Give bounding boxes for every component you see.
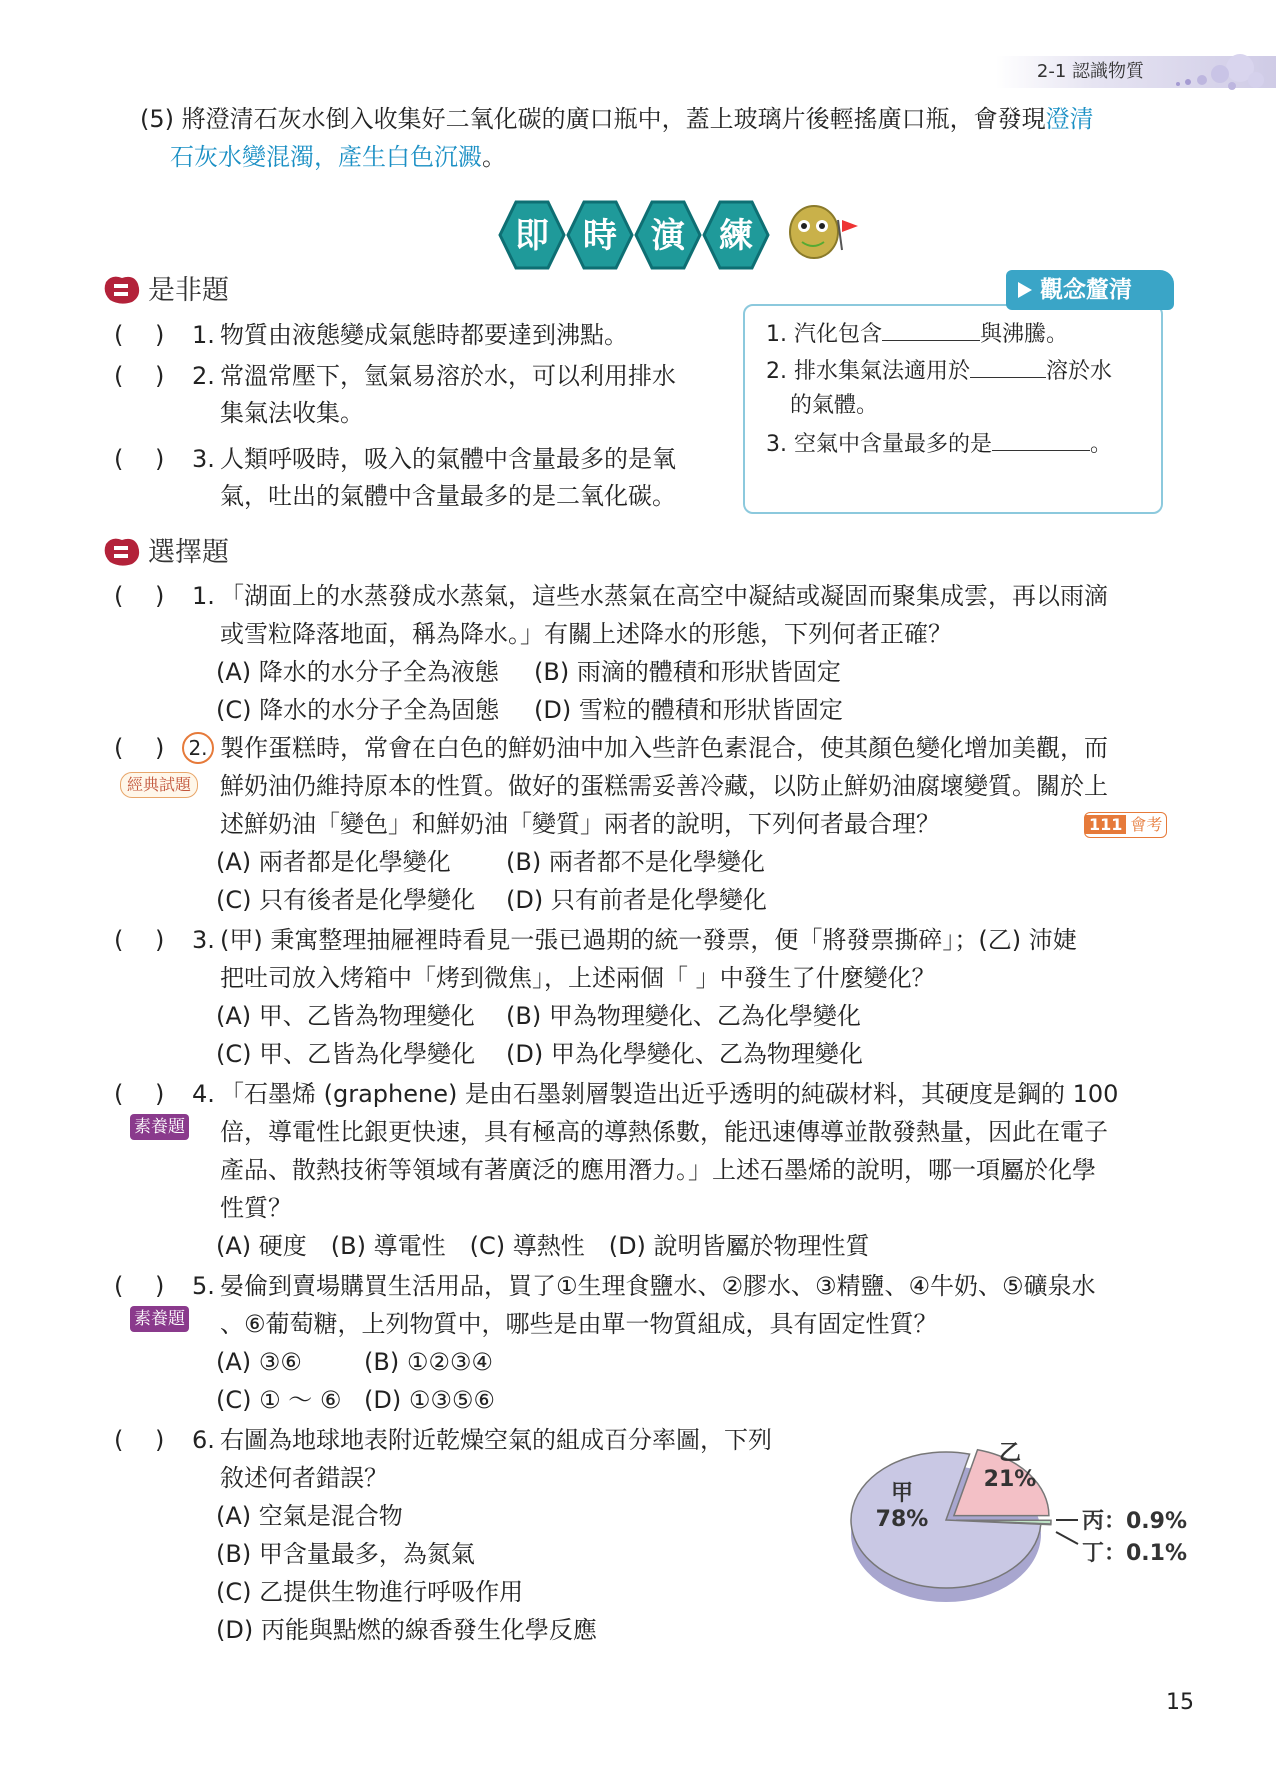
q6-option-d[interactable]: (D) 丙能與點燃的線香發生化學反應 bbox=[216, 1616, 597, 1644]
q6-line-1: 右圖為地球地表附近乾燥空氣的組成百分率圖，下列 bbox=[220, 1426, 772, 1454]
answer-blank[interactable]: ( ) bbox=[114, 362, 165, 390]
tf-item-1-num: 1. bbox=[192, 321, 215, 349]
q1-option-a[interactable]: (A) 降水的水分子全為液態 bbox=[216, 658, 499, 686]
answer-blank[interactable]: ( ) bbox=[114, 926, 165, 954]
q1-line-2: 或雪粒降落地面，稱為降水。」有關上述降水的形態，下列何者正確？ bbox=[220, 620, 952, 648]
decorative-dots bbox=[1144, 46, 1264, 94]
q6-option-b[interactable]: (B) 甲含量最多，為氮氣 bbox=[216, 1540, 475, 1568]
banner-char-2: 時 bbox=[583, 216, 617, 256]
tf-item-3-num: 3. bbox=[192, 445, 215, 473]
q2-option-b[interactable]: (B) 兩者都不是化學變化 bbox=[506, 848, 765, 876]
q5-option-c[interactable]: (C) ① ～ ⑥ bbox=[216, 1386, 342, 1414]
concept-line-3: 3. 空氣中含量最多的是 。 bbox=[766, 426, 1112, 463]
q1-option-c[interactable]: (C) 降水的水分子全為固態 bbox=[216, 696, 500, 724]
q2-option-a[interactable]: (A) 兩者都是化學變化 bbox=[216, 848, 451, 876]
chapter-label: 2-1 認識物質 bbox=[1036, 61, 1144, 82]
q4-line-4: 性質？ bbox=[220, 1194, 292, 1222]
q1-num: 1. bbox=[192, 582, 215, 610]
concept-line-2b: 的氣體。 bbox=[790, 393, 879, 418]
play-arrow-icon bbox=[1018, 282, 1032, 298]
q5-option-d[interactable]: (D) ①③⑤⑥ bbox=[364, 1386, 495, 1414]
q6-option-a[interactable]: (A) 空氣是混合物 bbox=[216, 1502, 403, 1530]
intro-line-2: 石灰水變混濁，產生白色沉澱。 bbox=[170, 143, 506, 171]
q2-line-3: 述鮮奶油「變色」和鮮奶油「變質」兩者的說明，下列何者最合理？ bbox=[220, 810, 940, 838]
callout-line-ding bbox=[1056, 1532, 1078, 1544]
banner-char-1: 即 bbox=[515, 216, 549, 256]
q2-option-d[interactable]: (D) 只有前者是化學變化 bbox=[506, 886, 767, 914]
air-composition-pie-chart bbox=[846, 1420, 1188, 1620]
q3-option-c[interactable]: (C) 甲、乙皆為化學變化 bbox=[216, 1040, 476, 1068]
q4-options[interactable]: (A) 硬度 (B) 導電性 (C) 導熱性 (D) 說明皆屬於物理性質 bbox=[216, 1232, 870, 1260]
q6-line-2: 敘述何者錯誤？ bbox=[220, 1464, 388, 1492]
classic-question-tag: 經典試題 bbox=[120, 772, 198, 798]
section-badge-icon bbox=[102, 534, 142, 568]
q1-option-d[interactable]: (D) 雪粒的體積和形狀皆固定 bbox=[534, 696, 843, 724]
callout-ding: 丁：0.1% bbox=[1082, 1541, 1188, 1566]
q6-num: 6. bbox=[192, 1426, 215, 1454]
tf-section-title: 是非題 bbox=[148, 275, 229, 306]
q3-line-1: (甲) 秉寓整理抽屜裡時看見一張已過期的統一發票，便「將發票撕碎」；(乙) 沛婕 bbox=[220, 926, 1077, 954]
answer-blank[interactable]: ( ) bbox=[114, 1080, 165, 1108]
practice-banner bbox=[486, 198, 866, 272]
q1-line-1: 「湖面上的水蒸發成水蒸氣，這些水蒸氣在高空中凝結或凝固而聚集成雲，再以雨滴 bbox=[220, 582, 1108, 610]
q2-option-c[interactable]: (C) 只有後者是化學變化 bbox=[216, 886, 476, 914]
banner-char-3: 演 bbox=[651, 216, 685, 256]
q2-line-1: 製作蛋糕時，常會在白色的鮮奶油中加入些許色素混合，使其顏色變化增加美觀，而 bbox=[220, 734, 1108, 762]
answer-blank[interactable]: ( ) bbox=[114, 582, 165, 610]
tf-item-2-line-1: 常溫常壓下，氫氣易溶於水，可以利用排水 bbox=[220, 362, 676, 390]
pie-value-jia: 78% bbox=[875, 1507, 929, 1532]
page-number: 15 bbox=[1166, 1690, 1194, 1715]
tf-item-3-line-1: 人類呼吸時，吸入的氣體中含量最多的是氧 bbox=[220, 445, 676, 473]
q4-line-1: 「石墨烯 (graphene) 是由石墨剝層製造出近乎透明的純碳材料，其硬度是鋼的 100 bbox=[220, 1080, 1119, 1108]
fill-blank[interactable] bbox=[882, 316, 980, 341]
pie-label-jia: 甲 bbox=[890, 1481, 914, 1506]
q3-num: 3. bbox=[192, 926, 215, 954]
mascot-icon bbox=[790, 206, 858, 258]
pie-value-yi: 21% bbox=[983, 1467, 1037, 1492]
answer-blank[interactable]: ( ) bbox=[114, 445, 165, 473]
tf-item-3-line-2: 氣，吐出的氣體中含量最多的是二氧化碳。 bbox=[220, 482, 676, 510]
section-badge-icon bbox=[102, 272, 142, 306]
literacy-question-tag: 素養題 bbox=[130, 1114, 189, 1140]
q5-line-2: 、⑥葡萄糖，上列物質中，哪些是由單一物質組成，具有固定性質？ bbox=[220, 1310, 938, 1338]
literacy-question-tag: 素養題 bbox=[130, 1306, 189, 1332]
fill-blank[interactable] bbox=[970, 353, 1046, 378]
answer-blank[interactable]: ( ) bbox=[114, 734, 165, 762]
pie-label-yi: 乙 bbox=[998, 1441, 1022, 1466]
q3-line-2: 把吐司放入烤箱中「烤到微焦」，上述兩個「 」中發生了什麼變化？ bbox=[220, 964, 936, 992]
answer-blank[interactable]: ( ) bbox=[114, 1272, 165, 1300]
intro-line-1: (5) 將澄清石灰水倒入收集好二氧化碳的廣口瓶中，蓋上玻璃片後輕搖廣口瓶，會發現澄清 bbox=[140, 105, 1094, 133]
q6-option-c[interactable]: (C) 乙提供生物進行呼吸作用 bbox=[216, 1578, 524, 1606]
q2-line-2: 鮮奶油仍維持原本的性質。做好的蛋糕需妥善冷藏，以防止鮮奶油腐壞變質。關於上 bbox=[220, 772, 1108, 800]
answer-blank[interactable]: ( ) bbox=[114, 321, 165, 349]
q2-num-circle: 2. bbox=[182, 732, 214, 764]
fill-blank[interactable] bbox=[992, 426, 1090, 451]
answer-blank[interactable]: ( ) bbox=[114, 1426, 165, 1454]
q5-option-b[interactable]: (B) ①②③④ bbox=[364, 1348, 493, 1376]
tf-item-2-line-2: 集氣法收集。 bbox=[220, 399, 364, 427]
q4-line-3: 產品、散熱技術等領域有著廣泛的應用潛力。」上述石墨烯的說明，哪一項屬於化學 bbox=[220, 1156, 1096, 1184]
callout-bing: 丙：0.9% bbox=[1082, 1509, 1188, 1534]
q1-option-b[interactable]: (B) 雨滴的體積和形狀皆固定 bbox=[534, 658, 841, 686]
q5-line-1: 晏倫到賣場購買生活用品，買了①生理食鹽水、②膠水、③精鹽、④牛奶、⑤礦泉水 bbox=[220, 1272, 1096, 1300]
exam-reference-badge: 111 會考 bbox=[1084, 812, 1167, 838]
q5-num: 5. bbox=[192, 1272, 215, 1300]
concept-line-2: 2. 排水集氣法適用於 溶於水 bbox=[766, 353, 1112, 390]
concept-box-title: 觀念釐清 bbox=[1006, 270, 1174, 310]
q3-option-b[interactable]: (B) 甲為物理變化、乙為化學變化 bbox=[506, 1002, 861, 1030]
tf-item-1: 物質由液態變成氣態時都要達到沸點。 bbox=[220, 321, 628, 349]
q3-option-a[interactable]: (A) 甲、乙皆為物理變化 bbox=[216, 1002, 475, 1030]
q4-num: 4. bbox=[192, 1080, 215, 1108]
concept-line-1: 1. 汽化包含 與沸騰。 bbox=[766, 316, 1068, 353]
q5-option-a[interactable]: (A) ③⑥ bbox=[216, 1348, 302, 1376]
tf-item-2-num: 2. bbox=[192, 362, 215, 390]
q4-line-2: 倍，導電性比銀更快速，具有極高的導熱係數，能迅速傳導並散發熱量，因此在電子 bbox=[220, 1118, 1108, 1146]
banner-char-4: 練 bbox=[719, 216, 753, 256]
q3-option-d[interactable]: (D) 甲為化學變化、乙為物理變化 bbox=[506, 1040, 863, 1068]
mc-section-title: 選擇題 bbox=[148, 537, 229, 568]
